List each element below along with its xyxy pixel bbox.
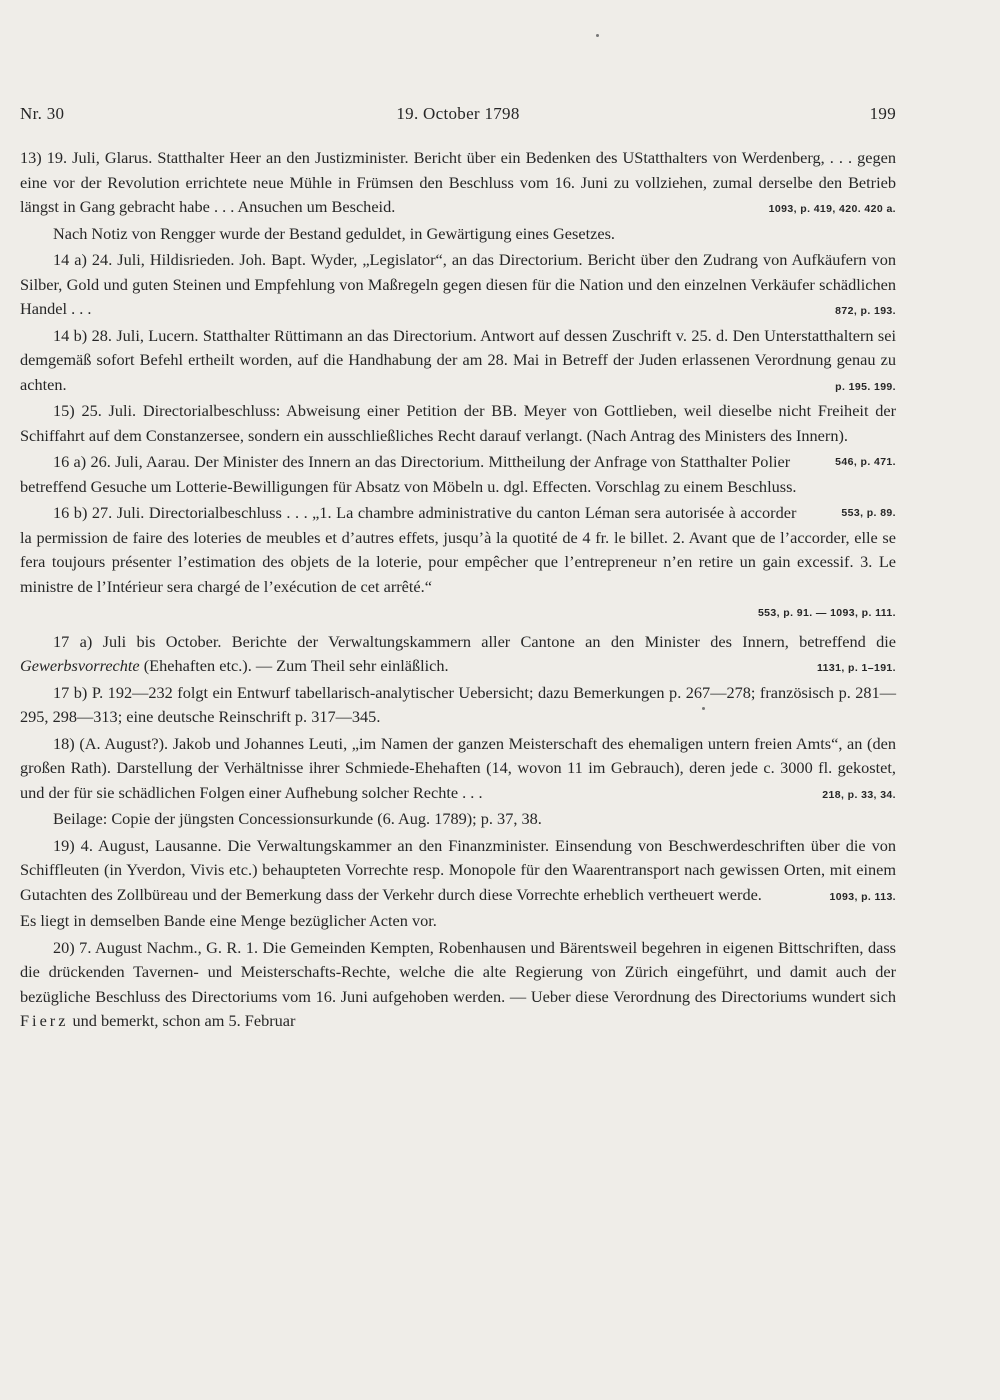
- source-reference: 1093, p. 113.: [829, 890, 896, 903]
- source-reference: 1093, p. 419, 420. 420 a.: [768, 203, 896, 215]
- entry-text: Beilage: Copie der jüngsten Concessionsurkunde (6. Aug. 1789); p. 37, 38.: [53, 809, 542, 828]
- entry-text-continued: und bemerkt, schon am 5. Februar: [68, 1011, 296, 1030]
- paper-speck: [596, 34, 599, 37]
- entry-16a: [20, 450, 896, 519]
- entry-13-note: [20, 222, 896, 247]
- entry-text: 17 b) P. 192—232 folgt ein Entwurf tabellarisch-analytischer Uebersicht; dazu Bemerkungen p. 267—278; französisch p. 281—295, 298—313; eine deutsche Reinschrift p. 317—345.: [20, 682, 896, 726]
- source-reference: 546, p. 471.: [835, 456, 896, 468]
- entry-text: Nach Notiz von Rengger wurde der Bestand geduldet, in Gewärtigung eines Gesetzes.: [53, 223, 615, 243]
- entry-17a: [20, 630, 896, 679]
- entry-text: 19) 4. August, Lausanne. Die Verwaltungskammer an den Finanzminister. Einsendung von Beschwerdeschriften über die von Schiffleuten (in Yverdon, Vivis etc.) behaupteten Vorrechte resp. Monopole für den Waarentransport nach gewissen Orten, mit einem Gutachten des Zollbüreau und der Bemerkung dass der Verkehr durch diese Vorrechte erheblich vertheuert werde.: [20, 835, 896, 904]
- spaced-name: Fierz: [20, 1011, 69, 1030]
- issue-number: Nr. 30: [20, 104, 65, 123]
- entry-text: Es liegt in demselben Bande eine Menge bezüglicher Acten vor.: [20, 911, 437, 930]
- entry-18-attachment: [20, 807, 896, 832]
- source-reference: 1131, p. 1–191.: [817, 662, 896, 674]
- source-reference: 218, p. 33, 34.: [822, 788, 896, 801]
- entry-16b: [20, 501, 896, 599]
- page-number: 199: [869, 104, 896, 123]
- entry-text: 15) 25. Juli. Directorialbeschluss: Abweisung einer Petition der BB. Meyer von Gottlieben, weil dieselbe nicht Freiheit der Schiffahrt auf dem Constanzersee, sondern ein ausschließliches Recht darauf verlangt. (Nach Antrag des Ministers des Innern).: [20, 401, 896, 445]
- entry-text: 20) 7. August Nachm., G. R. 1. Die Gemeinden Kempten, Robenhausen und Bärentsweil begehren in eigenen Bittschriften, dass die drückenden Tavernen- und Meisterschafts-Rechte, welche die alte Regierung von Zürich eingeführt, und damit auch der bezügliche Beschluss des Directoriums vom 16. Juni aufgehoben werden. — Ueber diese Verordnung des Directoriums wundert sich: [20, 937, 896, 1006]
- entry-text: 18) (A. August?). Jakob und Johannes Leuti, „im Namen der ganzen Meisterschaft des ehemaligen untern freien Amts“, an (den großen Rath). Darstellung der Verhältnisse ihrer Schmiede-Ehehaften (14, wovon 11 im Gebrauch), deren jede c. 3000 fl. gekostet, und der für sie schädlichen Folgen einer Aufhebung solcher Rechte . . .: [20, 733, 896, 802]
- source-reference: 872, p. 193.: [835, 305, 896, 317]
- entry-17b: [20, 681, 896, 730]
- entry-18: [20, 732, 896, 806]
- source-reference: 553, p. 91. — 1093, p. 111.: [757, 607, 896, 619]
- entry-text: 14 a) 24. Juli, Hildisrieden. Joh. Bapt. Wyder, „Legislator“, an das Directorium. Bericht über den Zudrang von Aufkäufern von Silber, Gold und guten Steinen und Empfehlung von Maßregeln gegen diesen für die Nation und den einzelnen Verkäufer schädlichen Handel . . .: [20, 250, 896, 318]
- entry-19-note: [20, 909, 896, 934]
- entry-19: [20, 834, 896, 908]
- entry-text: 13) 19. Juli, Glarus. Statthalter Heer an den Justizminister. Bericht über ein Bedenken des UStatthalters von Werdenberg, . . . gegen eine vor der Revolution errichtete neue Mühle in Frümsen den Beschluss vom 16. Juni zu vollziehen, zumal derselbe den Betrieb längst in Gang gebracht habe . . . Ansuchen um Bescheid.: [20, 148, 896, 216]
- entry-13: [20, 146, 896, 220]
- header-date: 19. October 1798: [396, 104, 520, 123]
- paper-speck: [702, 707, 705, 710]
- entry-text: 16 b) 27. Juli. Directorialbeschluss . . . „1. La chambre administrative du canton Léman sera autorisée à accorder la permission de faire des loteries de meubles et d’autres effets, jusqu’à la quotité de 4 fr. le billet. 2. Avant que de l’accorder, elle se fera toujours présenter l’estimation des objets de la loterie, pour empêcher que l’entrepreneur n’en retire un gain excessif. 3. Le ministre de l’Intérieur sera chargé de l’exécution de cet arrêté.“: [20, 503, 896, 596]
- entry-16b-reference-line: [20, 599, 896, 626]
- emphasized-term: Gewerbsvorrechte: [20, 656, 140, 675]
- entry-15: [20, 399, 896, 468]
- entry-text: 16 a) 26. Juli, Aarau. Der Minister des Innern an das Directorium. Mittheilung der Anfrage von Statthalter Polier betreffend Gesuche um Lotterie-Bewilligungen für Absatz von Möbeln u. dgl. Effecten. Vorschlag zu einem Beschluss.: [20, 452, 797, 496]
- entry-text: 14 b) 28. Juli, Lucern. Statthalter Rüttimann an das Directorium. Antwort auf dessen Zuschrift v. 25. d. Den Unterstatthaltern sei demgemäß sofort Befehl ertheilt worden, auf die Handhabung der am 28. Mai in Betreff der Juden erlassenen Verordnung genau zu achten.: [20, 325, 896, 394]
- source-reference: p. 195. 199.: [835, 380, 896, 393]
- document-body: [20, 146, 896, 1036]
- entry-text-continued: (Ehehaften etc.). — Zum Theil sehr einläßlich.: [139, 656, 449, 675]
- entry-14a: [20, 248, 896, 322]
- entry-text: 17 a) Juli bis October. Berichte der Verwaltungskammern aller Cantone an den Minister des Innern, betreffend die: [53, 631, 896, 651]
- source-reference: 553, p. 89.: [841, 507, 896, 519]
- entry-20: [20, 936, 896, 1034]
- entry-14b: [20, 324, 896, 398]
